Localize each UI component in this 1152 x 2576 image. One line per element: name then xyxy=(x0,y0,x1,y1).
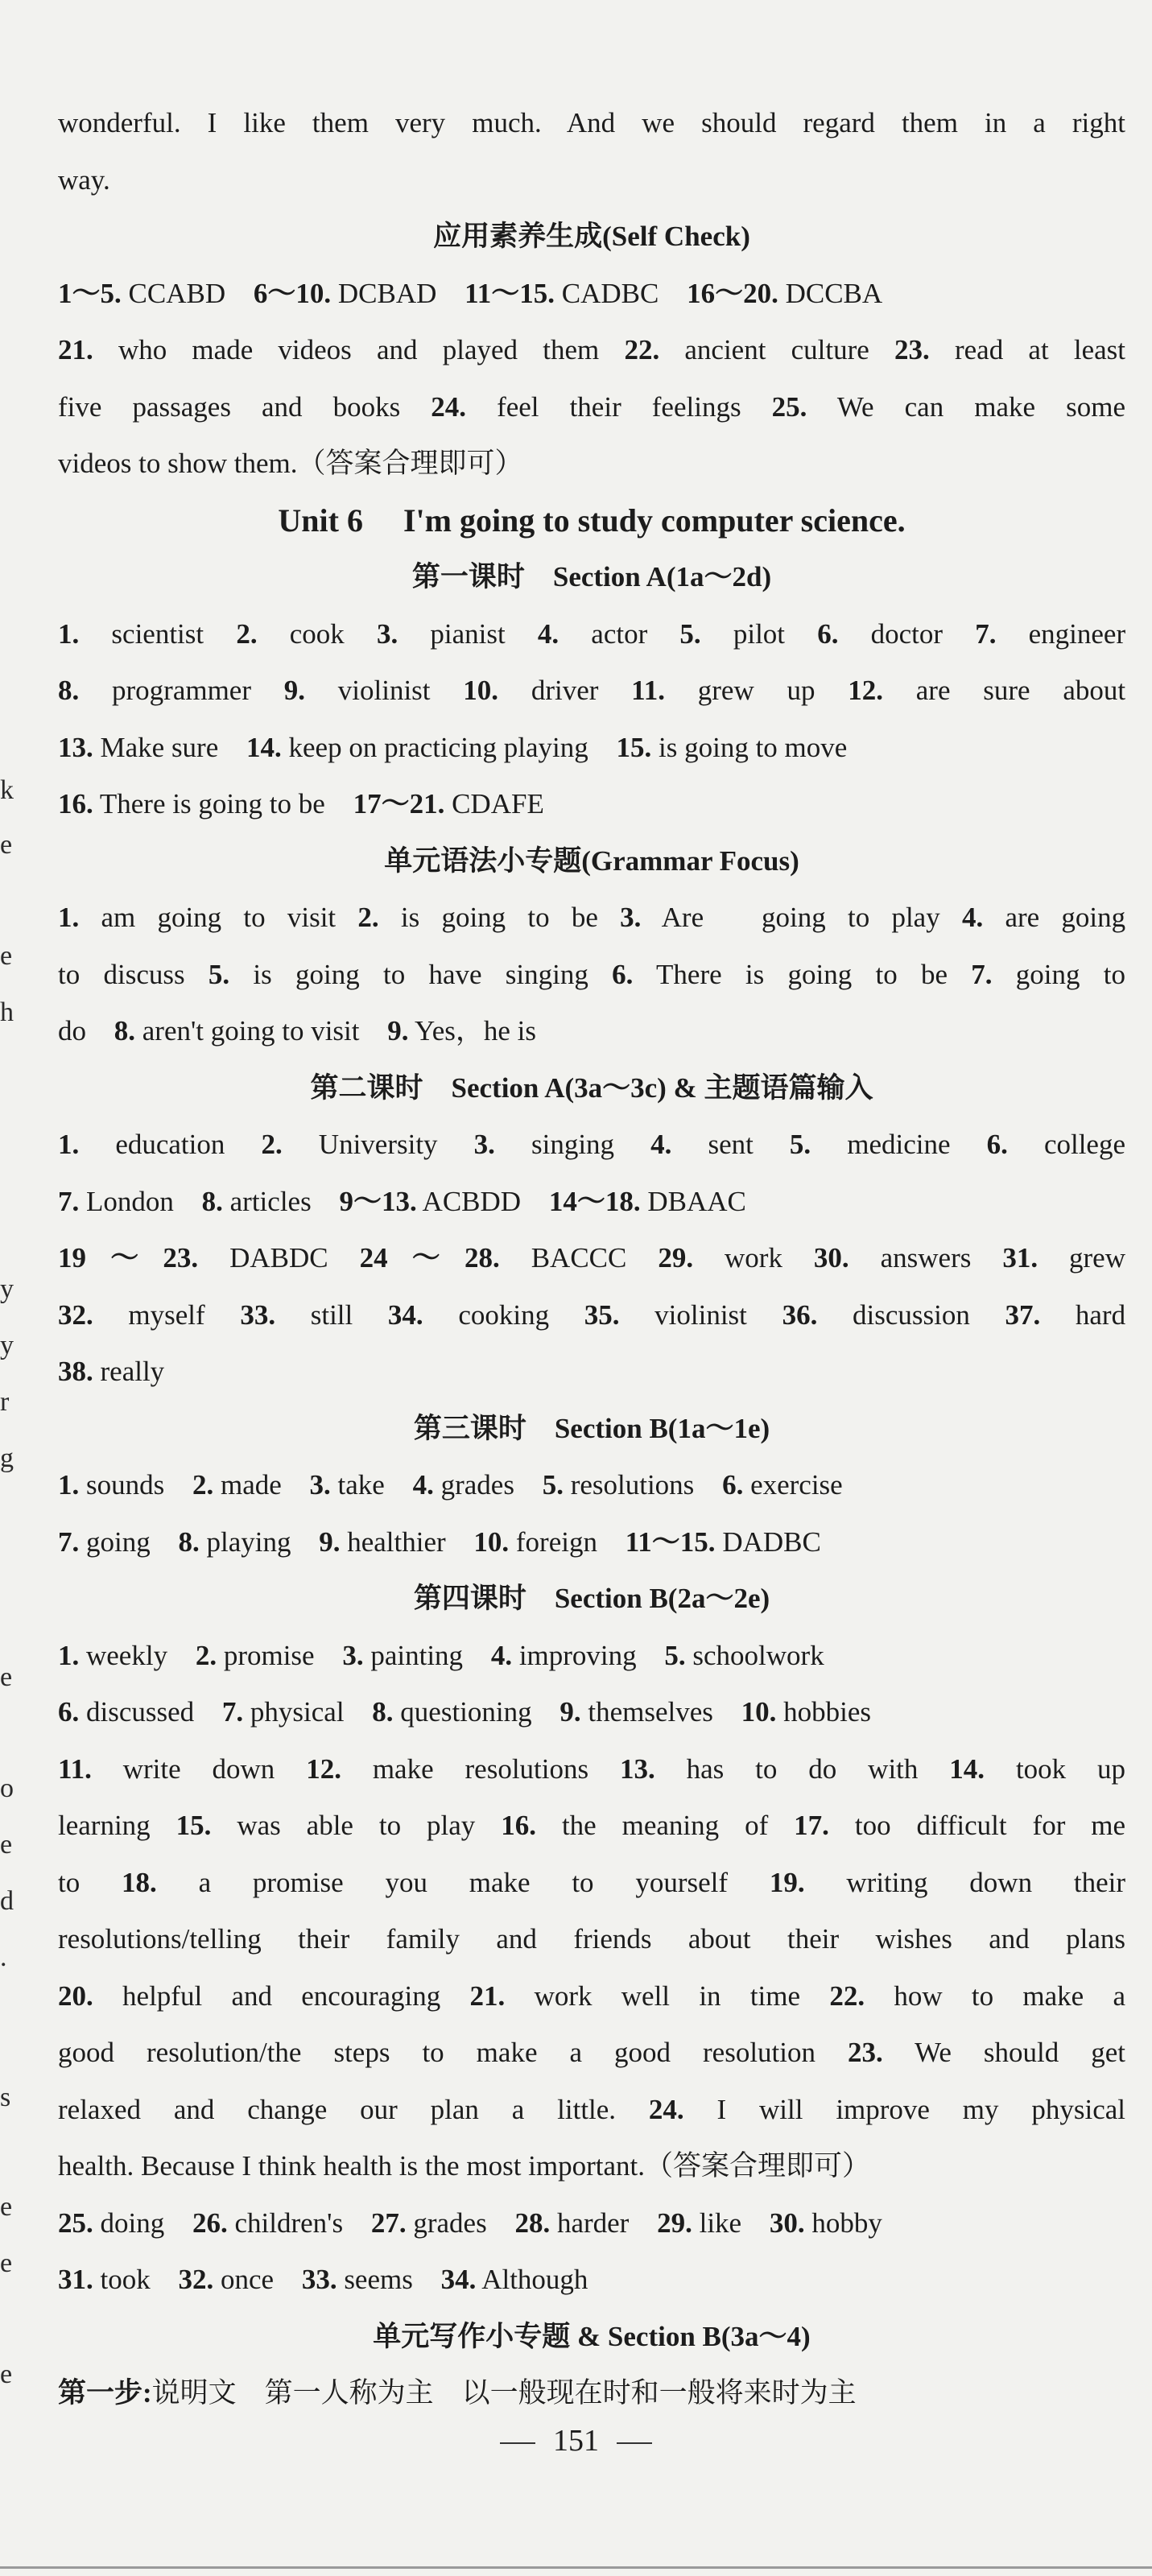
step-label: 第一步: xyxy=(58,2377,152,2409)
answer-line: five passages and books 24. feel their feelings 25. We can make some xyxy=(58,390,1125,423)
answer-item: 27. grades xyxy=(370,2207,487,2239)
answer-line: learning 15. was able to play 16. the meaning of 17. too difficult for me xyxy=(58,1810,1125,1841)
answer-item: 11～15. DADBC xyxy=(625,1525,821,1558)
answer-item: 15. is going to move xyxy=(616,731,848,763)
section-heading-lesson-3: 第三课时 Section B(1a～1e) xyxy=(413,1412,770,1444)
answer-item: 8. articles xyxy=(201,1185,312,1217)
answer-content xyxy=(58,95,1125,2422)
answer-line xyxy=(58,1684,1125,1741)
answer-item: 34. Although xyxy=(440,2264,588,2295)
margin-letter: e xyxy=(0,830,13,860)
answer-line: 1. am going to visit 2. is going to be 3. Are going to play 4. are going xyxy=(58,902,1125,933)
answer-item: 4. grades xyxy=(412,1469,514,1501)
answer-line: 1. scientist 2. cook 3. pianist 4. actor 5. pilot 6. doctor 7. engineer xyxy=(58,617,1125,650)
margin-letter: g xyxy=(0,1443,14,1473)
answer-item: 3. painting xyxy=(342,1639,464,1671)
bottom-edge-rule xyxy=(0,2566,1152,2569)
answer-line xyxy=(58,266,1125,323)
answer-line: 1. education 2. University 3. singing 4. sent 5. medicine 6. college xyxy=(58,1129,1125,1160)
answer-line xyxy=(58,2365,1125,2422)
answer-item: 6. exercise xyxy=(722,1469,843,1501)
answer-item: 10. foreign xyxy=(473,1525,597,1558)
answer-item: 16～20. DCCBA xyxy=(687,277,883,309)
answer-item: 5. schoolwork xyxy=(664,1639,824,1671)
answer-item: 1. weekly xyxy=(58,1639,168,1671)
answer-line xyxy=(58,1514,1125,1571)
answer-line: to discuss 5. is going to have singing 6. There is going to be 7. going to xyxy=(58,958,1125,990)
page-footer xyxy=(0,2423,1152,2458)
answer-line xyxy=(58,2252,1125,2309)
answer-item: 14～18. DBAAC xyxy=(548,1185,746,1217)
answer-item: 9. themselves xyxy=(559,1696,713,1728)
answer-item: 7. physical xyxy=(221,1696,345,1728)
answer-line: resolutions/telling their family and friends about their wishes and plans xyxy=(58,1923,1125,1955)
answer-item: 17～21. CDAFE xyxy=(353,788,544,819)
answer-line: to 18. a promise you make to yourself 19. writing down their xyxy=(58,1866,1125,1898)
answer-item: 9. healthier xyxy=(319,1525,446,1558)
margin-letter: . xyxy=(0,1942,7,1972)
answer-item: 29. like xyxy=(657,2207,742,2239)
answer-item: 30. hobby xyxy=(769,2207,882,2239)
margin-letter: y xyxy=(0,1274,14,1304)
margin-letter: e xyxy=(0,2359,13,2389)
section-heading-grammar: 单元语法小专题(Grammar Focus) xyxy=(384,844,799,877)
answer-item: 6. discussed xyxy=(58,1696,195,1728)
answer-item: 8. playing xyxy=(178,1525,291,1558)
answer-item: 32. once xyxy=(178,2264,275,2295)
answer-line xyxy=(58,1344,1125,1401)
margin-letter: o xyxy=(0,1773,14,1803)
section-heading-lesson-4: 第四课时 Section B(2a～2e) xyxy=(413,1583,770,1614)
answer-item: 9～13. ACBDD xyxy=(339,1185,522,1217)
margin-letter: s xyxy=(0,2083,11,2112)
answer-line xyxy=(58,1174,1125,1231)
margin-letter: r xyxy=(0,1387,10,1417)
answer-item: 26. children's xyxy=(192,2207,344,2239)
margin-letter: e xyxy=(0,1662,13,1692)
answer-line: 21. who made videos and played them 22. ancient culture 23. read at least xyxy=(58,334,1125,365)
answer-line xyxy=(58,1457,1125,1514)
section-heading-self-check: 应用素养生成(Self Check) xyxy=(433,221,750,252)
margin-letter: d xyxy=(0,1886,14,1916)
answer-item: 16. There is going to be xyxy=(58,788,325,819)
answer-line: 20. helpful and encouraging 21. work well in time 22. how to make a xyxy=(58,1979,1125,2012)
footer-dash-right xyxy=(617,2442,652,2444)
answer-item: 6～10. DCBAD xyxy=(253,277,437,309)
answer-line: 8. programmer 9. violinist 10. driver 11. grew up 12. are sure about xyxy=(58,675,1125,706)
margin-letter: e xyxy=(0,2192,13,2222)
answer-line: 11. write down 12. make resolutions 13. has to do with 14. took up xyxy=(58,1752,1125,1785)
margin-letter: e xyxy=(0,2248,13,2278)
section-heading-lesson-1: 第一课时 Section A(1a～2d) xyxy=(411,561,772,592)
answer-item: 1. sounds xyxy=(58,1469,165,1501)
answer-item: 28. harder xyxy=(514,2207,630,2239)
answer-item: 2. promise xyxy=(195,1639,315,1671)
text-line: wonderful. I like them very much. And we should regard them in a right xyxy=(58,107,1125,138)
margin-letter: k xyxy=(0,775,14,805)
answer-item: 7. London xyxy=(58,1185,174,1217)
answer-line: health. Because I think health is the most important.（答案合理即可） xyxy=(58,2150,871,2182)
unit-title: Unit 6 I'm going to study computer science. xyxy=(278,502,906,539)
answer-item: 5. resolutions xyxy=(542,1469,695,1501)
answer-item: 25. doing xyxy=(58,2207,165,2239)
answer-line xyxy=(58,2195,1125,2252)
answer-item: 14. keep on practicing playing xyxy=(246,731,588,763)
answer-item: 2. made xyxy=(192,1469,282,1501)
page-number: 151 xyxy=(553,2424,599,2458)
margin-letter: e xyxy=(0,941,13,971)
text-line: way. xyxy=(58,163,110,196)
margin-letter: e xyxy=(0,1830,13,1860)
answer-line xyxy=(58,1628,1125,1685)
section-heading-writing: 单元写作小专题 & Section B(3a～4) xyxy=(373,2320,811,2352)
answer-item: 3. take xyxy=(309,1469,385,1501)
answer-item: 9. Yes，he is xyxy=(387,1015,537,1046)
answer-item: 1～5. CCABD xyxy=(58,277,226,309)
answer-line: relaxed and change our plan a little. 24. I will improve my physical xyxy=(58,2093,1125,2125)
answer-line xyxy=(58,1003,1125,1060)
section-heading-lesson-2: 第二课时 Section A(3a～3c) & 主题语篇输入 xyxy=(310,1071,873,1104)
answer-line: good resolution/the steps to make a good resolution 23. We should get xyxy=(58,2037,1125,2068)
answer-item: 7. going xyxy=(58,1525,151,1558)
answer-item: 31. took xyxy=(58,2264,151,2295)
margin-letter: h xyxy=(0,997,14,1027)
answer-line: 19～23. DABDC 24～28. BACCC 29. work 30. answers 31. grew xyxy=(58,1242,1125,1274)
answer-item: do xyxy=(58,1015,86,1046)
footer-dash-left xyxy=(500,2442,535,2444)
answer-line xyxy=(58,776,1125,833)
answer-line xyxy=(58,720,1125,777)
answer-line: 32. myself 33. still 34. cooking 35. violinist 36. discussion 37. hard xyxy=(58,1298,1125,1331)
step-text: 说明文 第一人称为主 以一般现在时和一般将来时为主 xyxy=(151,2377,857,2409)
answer-line: videos to show them.（答案合理即可） xyxy=(58,448,523,479)
answer-item: 33. seems xyxy=(301,2264,413,2295)
answer-item: 10. hobbies xyxy=(741,1696,872,1728)
left-margin-bleed-letters xyxy=(0,0,19,2576)
answer-item: 8. questioning xyxy=(372,1696,532,1728)
answer-item: 8. aren't going to visit xyxy=(114,1015,360,1046)
answer-item: 4. improving xyxy=(490,1639,637,1671)
answer-item: 11～15. CADBC xyxy=(465,277,659,309)
answer-item: 13. Make sure xyxy=(58,731,219,763)
margin-letter: y xyxy=(0,1331,14,1360)
answer-item: 38. really xyxy=(58,1356,165,1387)
